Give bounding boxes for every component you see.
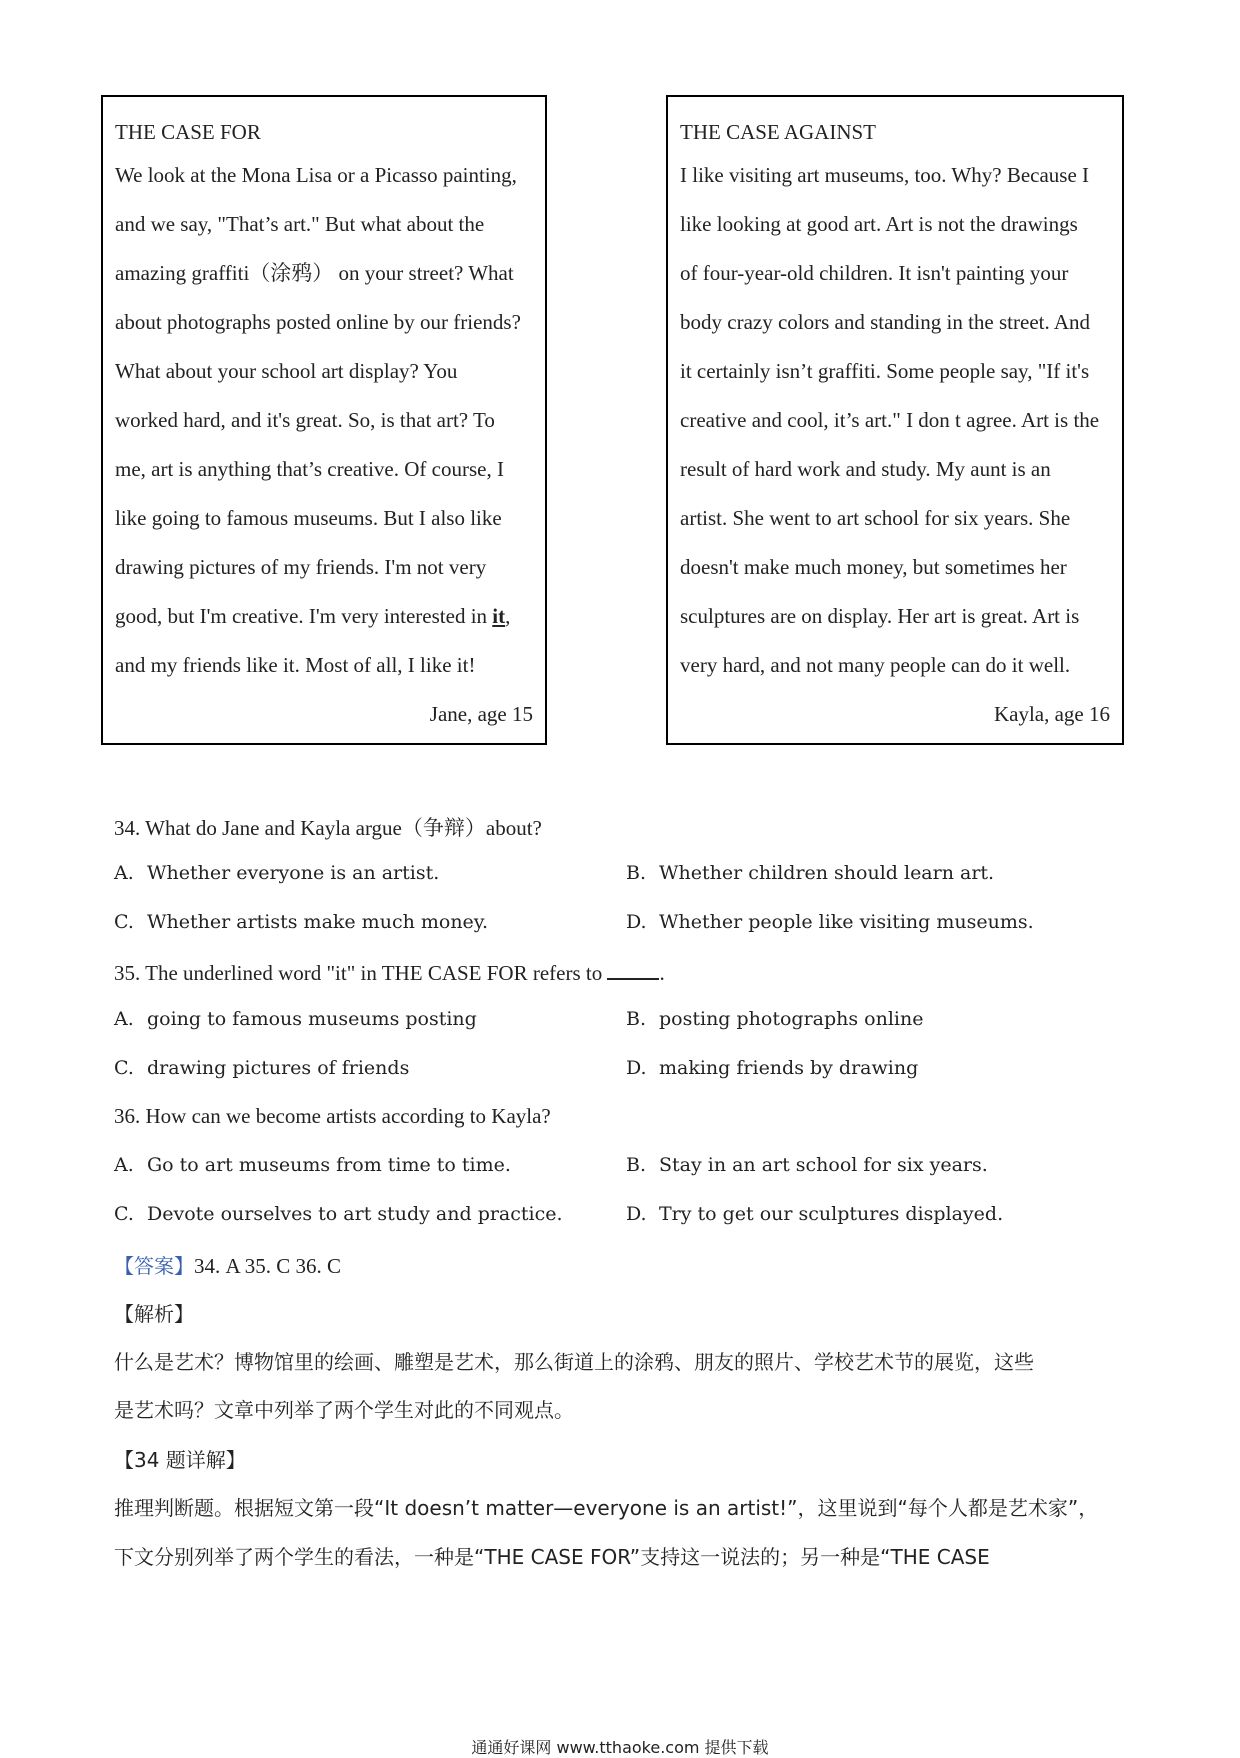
analysis-text: 什么是艺术？博物馆里的绘画、雕塑是艺术，那么街道上的涂鸦、朋友的照片、学校艺术节的展览，这些 bbox=[114, 1350, 1034, 1374]
q36-option-d bbox=[626, 1203, 1003, 1225]
case-against-signature: Kayla, age 16 bbox=[993, 702, 1110, 726]
q35-option-b bbox=[626, 1008, 924, 1030]
option-text: posting photographs online bbox=[659, 1008, 924, 1030]
page-footer: 通通好课网 www.tthaoke.com 提供下载 bbox=[471, 1738, 769, 1757]
case-against-line: body crazy colors and standing in the street. And bbox=[680, 310, 1090, 334]
q34-option-d bbox=[626, 911, 1034, 933]
question-35-stem bbox=[114, 958, 665, 986]
case-against-line: of four-year-old children. It isn't painting your bbox=[680, 261, 1069, 285]
q34-option-b bbox=[626, 862, 994, 884]
case-for-line: We look at the Mona Lisa or a Picasso painting, bbox=[115, 163, 517, 187]
case-against-line: sculptures are on display. Her art is great. Art is bbox=[680, 604, 1080, 628]
case-for-heading: THE CASE FOR bbox=[115, 120, 261, 144]
question-36-stem: 36. How can we become artists according to Kayla? bbox=[114, 1104, 551, 1128]
stem-text: . bbox=[659, 961, 665, 985]
option-letter: B. bbox=[626, 1154, 647, 1176]
q35-option-a bbox=[114, 1008, 477, 1030]
option-text: Whether everyone is an artist. bbox=[147, 862, 440, 884]
case-for-line: about photographs posted online by our friends? bbox=[115, 310, 521, 334]
detail-tag: 【34 题详解】 bbox=[114, 1448, 246, 1472]
q36-option-a bbox=[114, 1154, 511, 1176]
answer-blank bbox=[607, 958, 659, 980]
case-for-line: and we say, "That’s art." But what about the bbox=[115, 212, 485, 236]
case-against-line: I like visiting art museums, too. Why? Because I bbox=[680, 163, 1090, 187]
case-against-line: creative and cool, it’s art." I don t agree. Art is the bbox=[680, 408, 1100, 432]
case-against-heading: THE CASE AGAINST bbox=[680, 120, 877, 144]
q35-option-d bbox=[626, 1057, 918, 1079]
case-against-line: result of hard work and study. My aunt is an bbox=[680, 457, 1051, 481]
option-text: Whether children should learn art. bbox=[659, 862, 995, 884]
option-letter: A. bbox=[114, 1008, 134, 1030]
analysis-tag: 【解析】 bbox=[114, 1302, 194, 1326]
case-against-box bbox=[666, 95, 1124, 745]
q36-option-c bbox=[114, 1203, 563, 1225]
option-text: Go to art museums from time to time. bbox=[147, 1154, 511, 1176]
answer-tag: 【答案】 bbox=[114, 1254, 194, 1278]
case-for-line: amazing graffiti（涂鸦） on your street? What bbox=[115, 261, 514, 285]
option-text: Devote ourselves to art study and practice. bbox=[147, 1203, 563, 1225]
case-against-line: it certainly isn’t graffiti. Some people say, "If it's bbox=[680, 359, 1090, 383]
q34-option-c bbox=[114, 911, 488, 933]
case-for-line bbox=[115, 592, 533, 641]
option-letter: C. bbox=[114, 1203, 134, 1225]
question-34-stem: 34. What do Jane and Kayla argue（争辩）about? bbox=[114, 816, 542, 840]
answer-values: 34. A 35. C 36. C bbox=[194, 1254, 342, 1278]
detail-text: 推理判断题。根据短文第一段“It doesn’t matter—everyone is an artist!”，这里说到“每个人都是艺术家”， bbox=[114, 1496, 1099, 1520]
case-for-signature: Jane, age 15 bbox=[429, 702, 533, 726]
option-text: drawing pictures of friends bbox=[147, 1057, 410, 1079]
option-letter: B. bbox=[626, 862, 647, 884]
option-text: Try to get our sculptures displayed. bbox=[659, 1203, 1004, 1225]
option-letter: D. bbox=[626, 911, 647, 933]
option-text: Whether artists make much money. bbox=[147, 911, 489, 933]
line-text: good, but I'm creative. I'm very interested in bbox=[115, 604, 493, 628]
case-against-line: doesn't make much money, but sometimes her bbox=[680, 555, 1067, 579]
underlined-word: it bbox=[492, 604, 506, 628]
option-letter: D. bbox=[626, 1203, 647, 1225]
case-against-line: artist. She went to art school for six years. She bbox=[680, 506, 1071, 530]
case-for-line: me, art is anything that’s creative. Of course, I bbox=[115, 457, 504, 481]
case-for-line: and my friends like it. Most of all, I like it! bbox=[115, 653, 476, 677]
option-text: Whether people like visiting museums. bbox=[659, 911, 1034, 933]
case-for-box bbox=[101, 95, 547, 745]
q34-option-a bbox=[114, 862, 439, 884]
option-letter: A. bbox=[114, 1154, 134, 1176]
option-letter: C. bbox=[114, 911, 134, 933]
option-text: making friends by drawing bbox=[659, 1057, 919, 1079]
option-text: going to famous museums posting bbox=[147, 1008, 477, 1030]
option-letter: C. bbox=[114, 1057, 134, 1079]
option-letter: B. bbox=[626, 1008, 647, 1030]
case-for-line: worked hard, and it's great. So, is that art? To bbox=[115, 408, 495, 432]
option-letter: D. bbox=[626, 1057, 647, 1079]
case-against-line: very hard, and not many people can do it well. bbox=[680, 653, 1071, 677]
option-text: Stay in an art school for six years. bbox=[659, 1154, 988, 1176]
case-for-line: like going to famous museums. But I also like bbox=[115, 506, 502, 530]
q35-option-c bbox=[114, 1057, 409, 1079]
line-text: , bbox=[505, 604, 511, 628]
option-letter: A. bbox=[114, 862, 134, 884]
analysis-text: 是艺术吗？文章中列举了两个学生对此的不同观点。 bbox=[114, 1398, 574, 1422]
case-against-line: like looking at good art. Art is not the drawings bbox=[680, 212, 1078, 236]
q36-option-b bbox=[626, 1154, 988, 1176]
case-for-line: drawing pictures of my friends. I'm not very bbox=[115, 555, 487, 579]
case-for-line: What about your school art display? You bbox=[115, 359, 458, 383]
answer-line bbox=[114, 1250, 341, 1279]
stem-text: 35. The underlined word "it" in THE CASE FOR refers to bbox=[114, 961, 608, 985]
detail-text: 下文分别列举了两个学生的看法，一种是“THE CASE FOR”支持这一说法的；另一种是“THE CASE bbox=[114, 1545, 990, 1569]
